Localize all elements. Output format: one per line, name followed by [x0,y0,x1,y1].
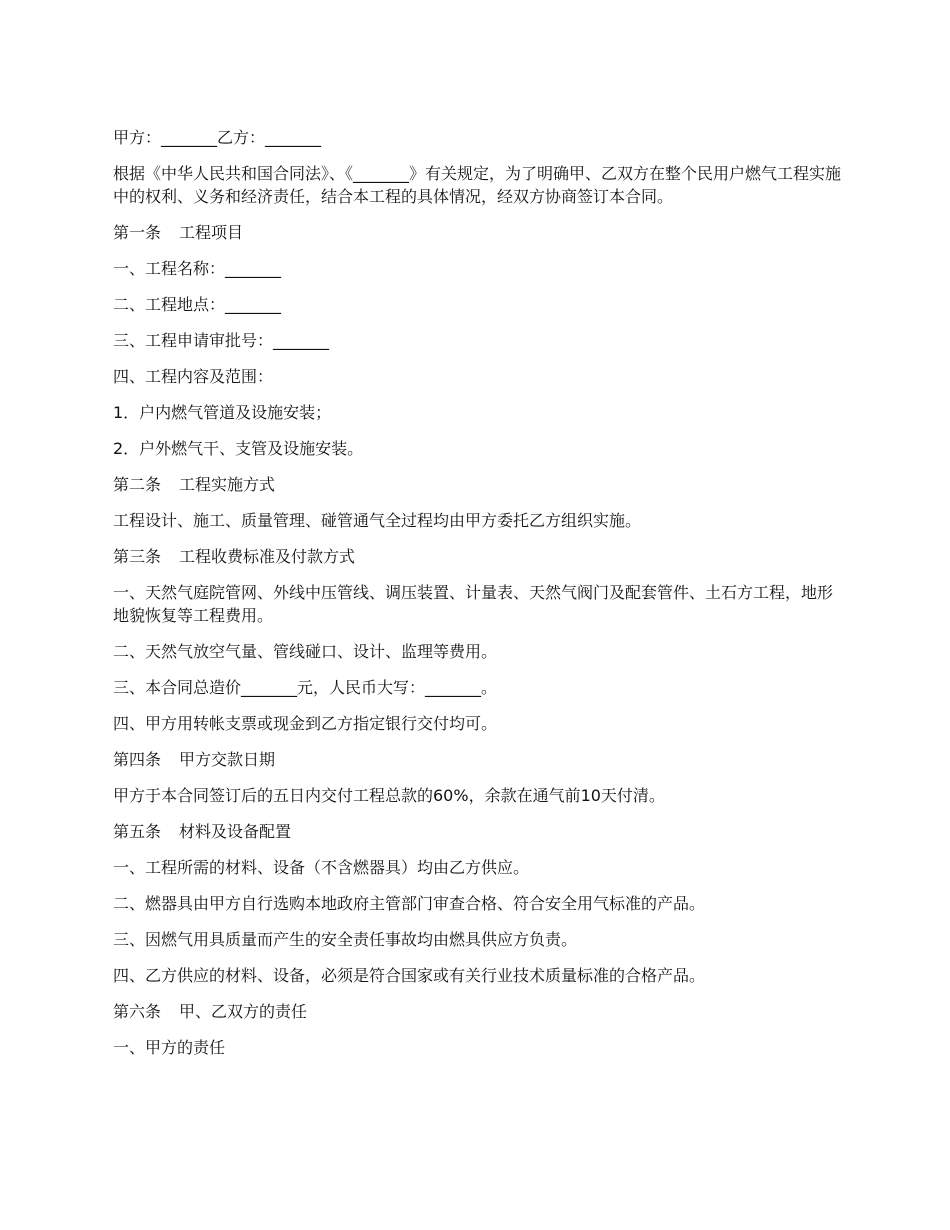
article-3-number: 第三条 [113,547,162,566]
article-5-number: 第五条 [113,822,162,841]
article-3-item: 二、天然气放空气量、管线碰口、设计、监理等费用。 [113,642,498,661]
article-2-title: 工程实施方式 [179,475,276,494]
article-4-item: 甲方于本合同签订后的五日内交付工程总款的60%，余款在通气前10天付清。 [113,786,665,805]
article-1-item: 1．户内燃气管道及设施安装； [113,403,332,422]
article-5-heading [113,820,843,843]
article-5-title: 材料及设备配置 [179,822,292,841]
article-1-item: 一、工程名称：_______ [113,259,282,278]
parties-line: 甲方：_______乙方：_______ [113,128,322,147]
article-6-number: 第六条 [113,1002,162,1021]
article-2-heading [113,473,843,496]
article-1-number: 第一条 [113,223,162,242]
article-1-item: 四、工程内容及范围： [113,367,274,386]
article-2-number: 第二条 [113,475,162,494]
article-5-item: 一、工程所需的材料、设备（不含燃器具）均由乙方供应。 [113,858,530,877]
article-3-item: 三、本合同总造价_______元，人民币大写：_______。 [113,678,498,697]
article-4-number: 第四条 [113,750,162,769]
article-2-item: 工程设计、施工、质量管理、碰管通气全过程均由甲方委托乙方组织实施。 [113,511,642,530]
article-1-item: 三、工程申请审批号：_______ [113,331,330,350]
article-5-item: 三、因燃气用具质量而产生的安全责任事故均由燃具供应方负责。 [113,930,578,949]
article-6-title: 甲、乙双方的责任 [179,1002,308,1021]
article-3-heading [113,545,843,568]
article-1-title: 工程项目 [179,223,244,242]
article-1-item: 二、工程地点：_______ [113,295,282,314]
article-3-title: 工程收费标准及付款方式 [179,547,356,566]
article-3-item: 一、天然气庭院管网、外线中压管线、调压装置、计量表、天然气阀门及配套管件、土石方工程，地形地貌恢复等工程费用。 [113,583,834,625]
article-5-item: 二、燃器具由甲方自行选购本地政府主管部门审查合格、符合安全用气标准的产品。 [113,894,706,913]
article-5-item: 四、乙方供应的材料、设备，必须是符合国家或有关行业技术质量标准的合格产品。 [113,966,706,985]
article-1-item: 2．户外燃气干、支管及设施安装。 [113,439,364,458]
article-1-heading [113,221,843,244]
article-6-heading [113,1000,843,1023]
article-6-item: 一、甲方的责任 [113,1038,226,1057]
article-4-heading [113,748,843,771]
article-3-item: 四、甲方用转帐支票或现金到乙方指定银行交付均可。 [113,714,498,733]
article-4-title: 甲方交款日期 [179,750,276,769]
preamble-paragraph: 根据《中华人民共和国合同法》、《_______》有关规定，为了明确甲、乙双方在整个民用户燃气工程实施中的权利、义务和经济责任，结合本工程的具体情况，经双方协商签订本合同。 [113,164,842,206]
contract-page [113,126,843,1072]
